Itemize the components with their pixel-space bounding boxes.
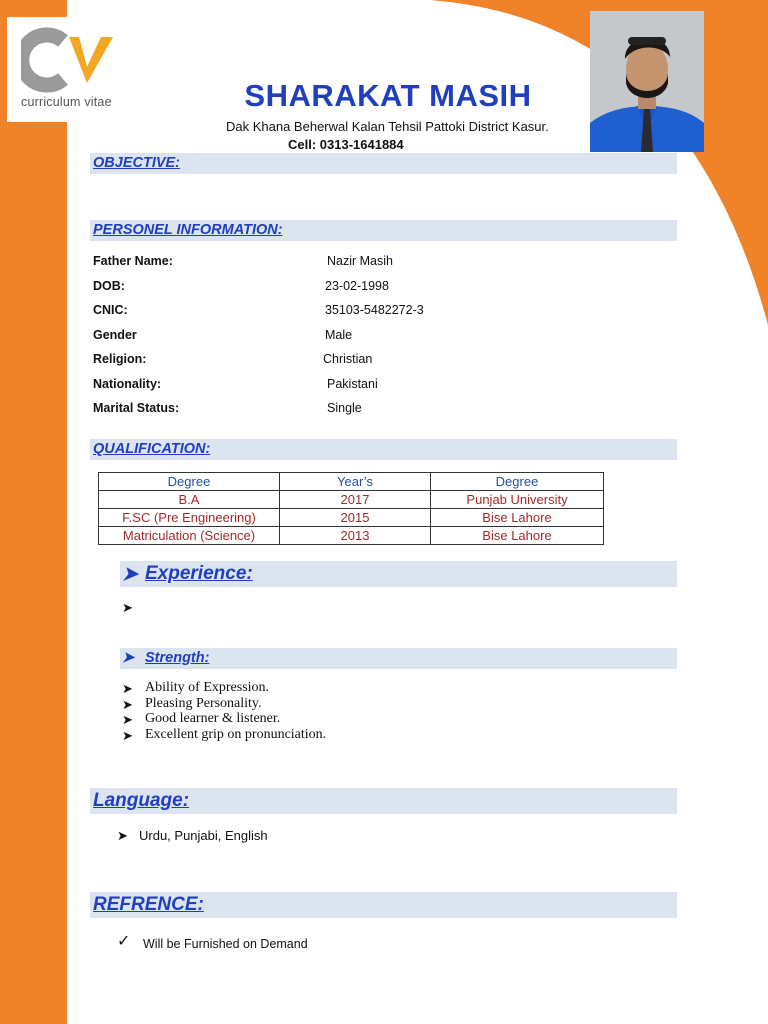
column-header: Year’s	[280, 473, 431, 491]
table-header-row	[99, 473, 604, 491]
strength-item: Ability of Expression.	[145, 680, 270, 695]
dob-value: 23-02-1998	[325, 279, 389, 293]
marital-status-label: Marital Status:	[93, 401, 180, 415]
arrow-bullet-icon: ➤	[122, 712, 133, 727]
cell-number: Cell: 0313-1641884	[288, 137, 404, 152]
gender-value: Male	[325, 328, 353, 342]
father-name-label: Father Name:	[93, 254, 173, 268]
arrow-bullet-icon: ➤	[117, 828, 128, 843]
strength-bullet-icon: ➤	[122, 650, 135, 666]
nationality-label: Nationality:	[93, 377, 162, 391]
table-cell: F.SC (Pre Engineering)	[99, 509, 280, 527]
table-row	[99, 509, 604, 527]
table-cell: Punjab University	[431, 491, 604, 509]
personal-info-heading: PERSONEL INFORMATION:	[93, 222, 283, 238]
table-cell: 2013	[280, 527, 431, 545]
strength-heading: Strength:	[145, 650, 210, 666]
address-line: Dak Khana Beherwal Kalan Tehsil Pattoki District Kasur.	[226, 119, 549, 134]
father-name-value: Nazir Masih	[327, 254, 393, 268]
logo-caption: curriculum vitae	[21, 95, 112, 109]
arrow-bullet-icon: ➤	[122, 697, 133, 712]
checkmark-icon: ✓	[117, 933, 131, 950]
table-cell: Bise Lahore	[431, 527, 604, 545]
nationality-value: Pakistani	[327, 377, 378, 391]
strength-item: Pleasing Personality.	[145, 696, 262, 711]
reference-text: Will be Furnished on Demand	[143, 937, 308, 951]
table-cell: 2015	[280, 509, 431, 527]
column-header: Degree	[431, 473, 604, 491]
dob-label: DOB:	[93, 279, 125, 293]
column-header: Degree	[99, 473, 280, 491]
qualification-table	[98, 472, 604, 545]
gender-label: Gender	[93, 328, 137, 342]
strength-item: Excellent grip on pronunciation.	[145, 727, 327, 742]
language-heading: Language:	[93, 790, 190, 811]
marital-status-value: Single	[327, 401, 362, 415]
religion-value: Christian	[323, 352, 373, 366]
qualification-heading: QUALIFICATION:	[93, 441, 211, 457]
table-cell: Bise Lahore	[431, 509, 604, 527]
arrow-bullet-icon: ➤	[122, 600, 133, 615]
experience-bullet-icon: ➤	[122, 564, 138, 585]
table-row	[99, 527, 604, 545]
cnic-value: 35103-5482272-3	[325, 303, 424, 317]
religion-label: Religion:	[93, 352, 147, 366]
reference-heading: REFRENCE:	[93, 894, 204, 915]
strength-item: Good learner & listener.	[145, 711, 281, 726]
arrow-bullet-icon: ➤	[122, 728, 133, 743]
table-cell: B.A	[99, 491, 280, 509]
objective-heading: OBJECTIVE:	[93, 155, 181, 171]
arrow-bullet-icon: ➤	[122, 681, 133, 696]
table-cell: 2017	[280, 491, 431, 509]
languages-text: Urdu, Punjabi, English	[139, 828, 268, 843]
experience-heading: Experience:	[145, 563, 253, 584]
table-row	[99, 491, 604, 509]
table-cell: Matriculation (Science)	[99, 527, 280, 545]
applicant-name: SHARAKAT MASIH	[244, 78, 532, 113]
cnic-label: CNIC:	[93, 303, 128, 317]
